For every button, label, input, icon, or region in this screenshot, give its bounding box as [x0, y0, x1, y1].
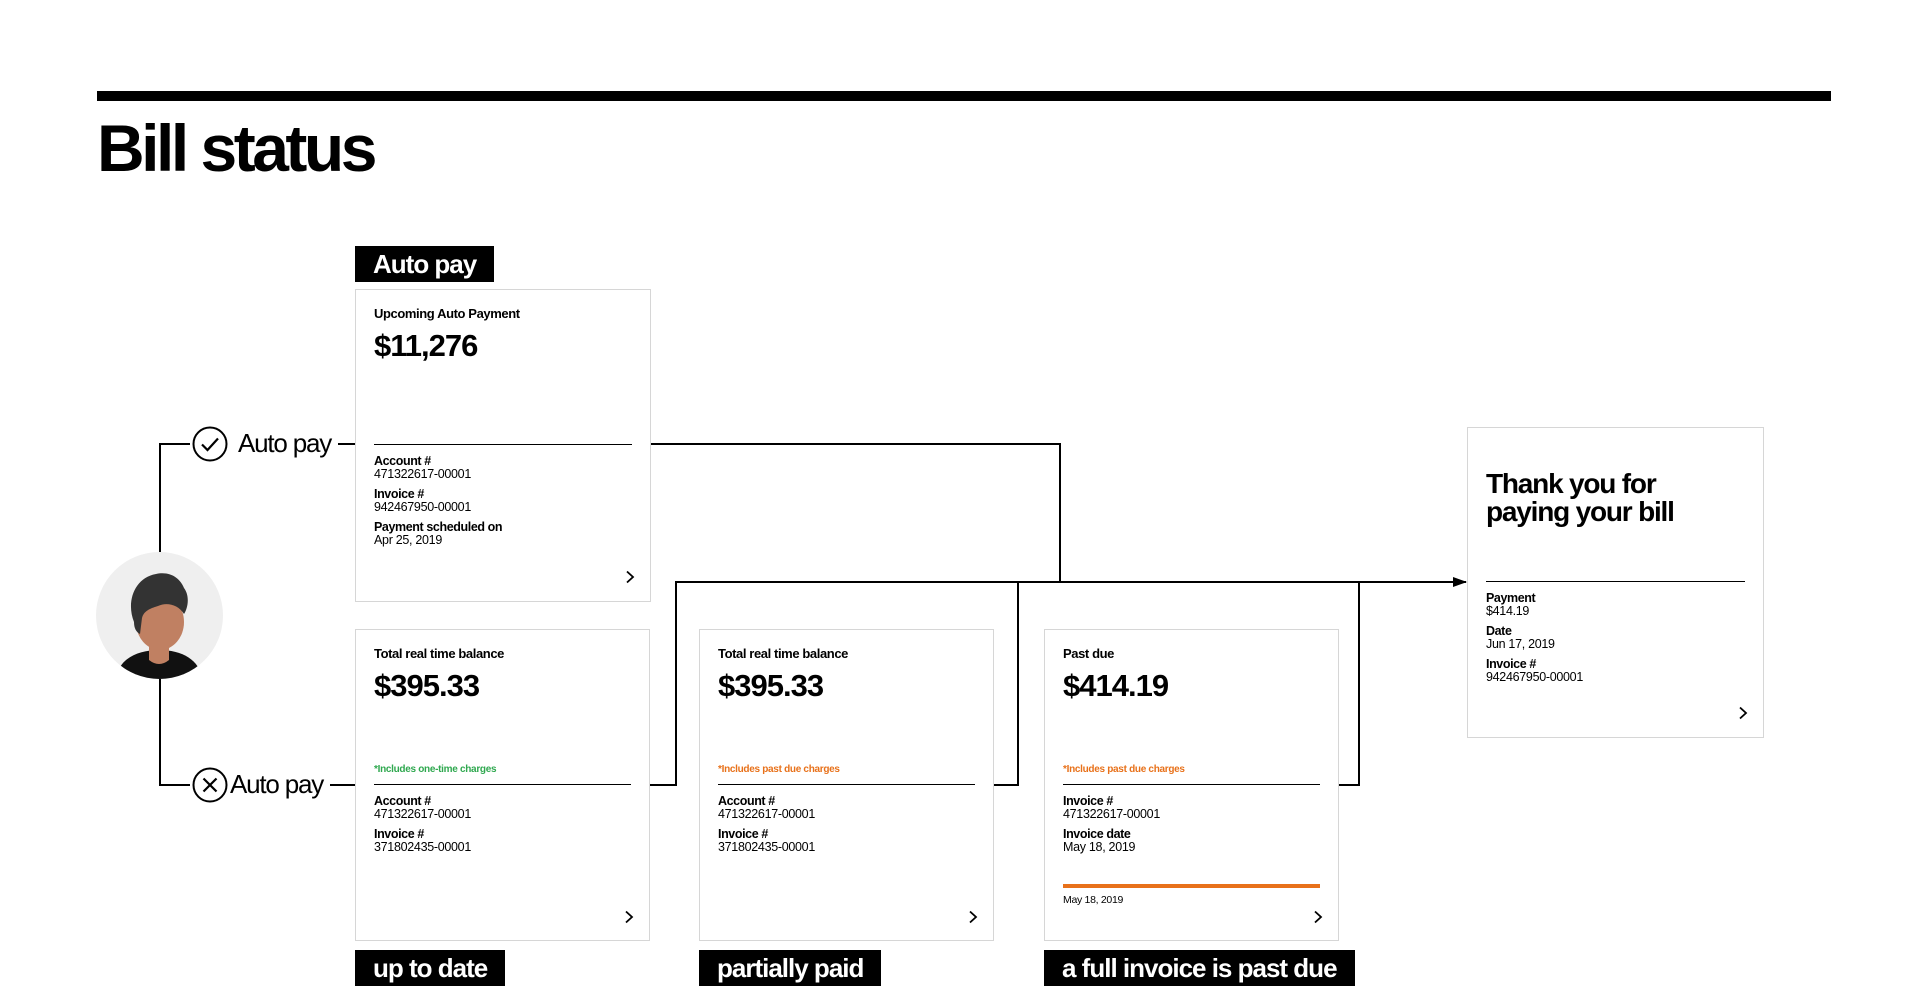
card-note: *Includes past due charges	[718, 764, 840, 775]
card-up-to-date[interactable]	[355, 629, 650, 941]
card-amount: $395.33	[374, 668, 480, 703]
card-past-due[interactable]	[1044, 629, 1339, 941]
field-value-scheduled: Apr 25, 2019	[374, 533, 442, 547]
field-value-invoice: 371802435-00001	[374, 840, 471, 854]
card-label: Past due	[1063, 646, 1114, 661]
chevron-right-icon[interactable]	[623, 570, 637, 584]
avatar	[96, 552, 223, 679]
field-value-invoice-date: May 18, 2019	[1063, 840, 1136, 854]
card-amount: $414.19	[1063, 668, 1169, 703]
tag-auto-pay: Auto pay	[355, 246, 494, 282]
field-label-invoice: Invoice #	[374, 487, 424, 501]
field-label-payment: Payment	[1486, 591, 1536, 605]
field-value-date: Jun 17, 2019	[1486, 637, 1555, 651]
field-label-invoice: Invoice #	[1063, 794, 1113, 808]
chevron-right-icon[interactable]	[1736, 706, 1750, 720]
field-label-account: Account #	[374, 794, 431, 808]
progress-bar	[1063, 884, 1320, 888]
x-circle-icon	[192, 767, 228, 803]
field-value-invoice: 942467950-00001	[374, 500, 471, 514]
check-circle-icon	[192, 426, 228, 462]
field-value-account: 471322617-00001	[374, 467, 471, 481]
thank-you-title: Thank you for paying your bill	[1486, 468, 1674, 527]
connector-user-to-no-autopay	[160, 676, 190, 785]
connector-partially-paid-to-merge	[992, 582, 1018, 785]
card-amount: $11,276	[374, 328, 478, 363]
branch-label-autopay-off: Auto pay	[230, 769, 324, 799]
tag-up-to-date: up to date	[355, 950, 505, 986]
card-label: Total real time balance	[718, 646, 848, 661]
divider	[1486, 581, 1745, 582]
card-note: *Includes past due charges	[1063, 764, 1185, 775]
field-label-invoice: Invoice #	[374, 827, 424, 841]
tag-past-due: a full invoice is past due	[1044, 950, 1355, 986]
tag-partially-paid: partially paid	[699, 950, 881, 986]
progress-date: May 18, 2019	[1063, 894, 1124, 906]
field-label-invoice: Invoice #	[1486, 657, 1536, 671]
field-value-invoice: 371802435-00001	[718, 840, 815, 854]
field-label-scheduled: Payment scheduled on	[374, 520, 503, 534]
divider	[1063, 784, 1320, 785]
field-label-account: Account #	[374, 454, 431, 468]
divider	[374, 444, 632, 445]
divider	[718, 784, 975, 785]
field-label-account: Account #	[718, 794, 775, 808]
card-note: *Includes one-time charges	[374, 764, 497, 775]
divider	[374, 784, 631, 785]
chevron-right-icon[interactable]	[622, 910, 636, 924]
card-label: Total real time balance	[374, 646, 504, 661]
connector-user-to-autopay	[160, 444, 190, 552]
connector-autopay-card-to-merge	[650, 444, 1060, 582]
card-amount: $395.33	[718, 668, 824, 703]
card-partially-paid[interactable]	[699, 629, 994, 941]
field-value-invoice: 942467950-00001	[1486, 670, 1583, 684]
field-label-invoice-date: Invoice date	[1063, 827, 1131, 841]
connector-past-due-to-merge	[1337, 582, 1359, 785]
chevron-right-icon[interactable]	[1311, 910, 1325, 924]
chevron-right-icon[interactable]	[966, 910, 980, 924]
field-label-invoice: Invoice #	[718, 827, 768, 841]
field-value-payment: $414.19	[1486, 604, 1530, 618]
page-title: Bill status	[97, 111, 374, 185]
card-label: Upcoming Auto Payment	[374, 306, 520, 321]
branch-label-autopay-on: Auto pay	[238, 428, 332, 458]
card-auto-pay[interactable]	[355, 289, 651, 602]
card-thank-you[interactable]	[1467, 427, 1764, 738]
field-label-date: Date	[1486, 624, 1512, 638]
progress-fill	[1063, 884, 1320, 888]
field-value-account: 471322617-00001	[374, 807, 471, 821]
field-value-invoice: 471322617-00001	[1063, 807, 1160, 821]
field-value-account: 471322617-00001	[718, 807, 815, 821]
